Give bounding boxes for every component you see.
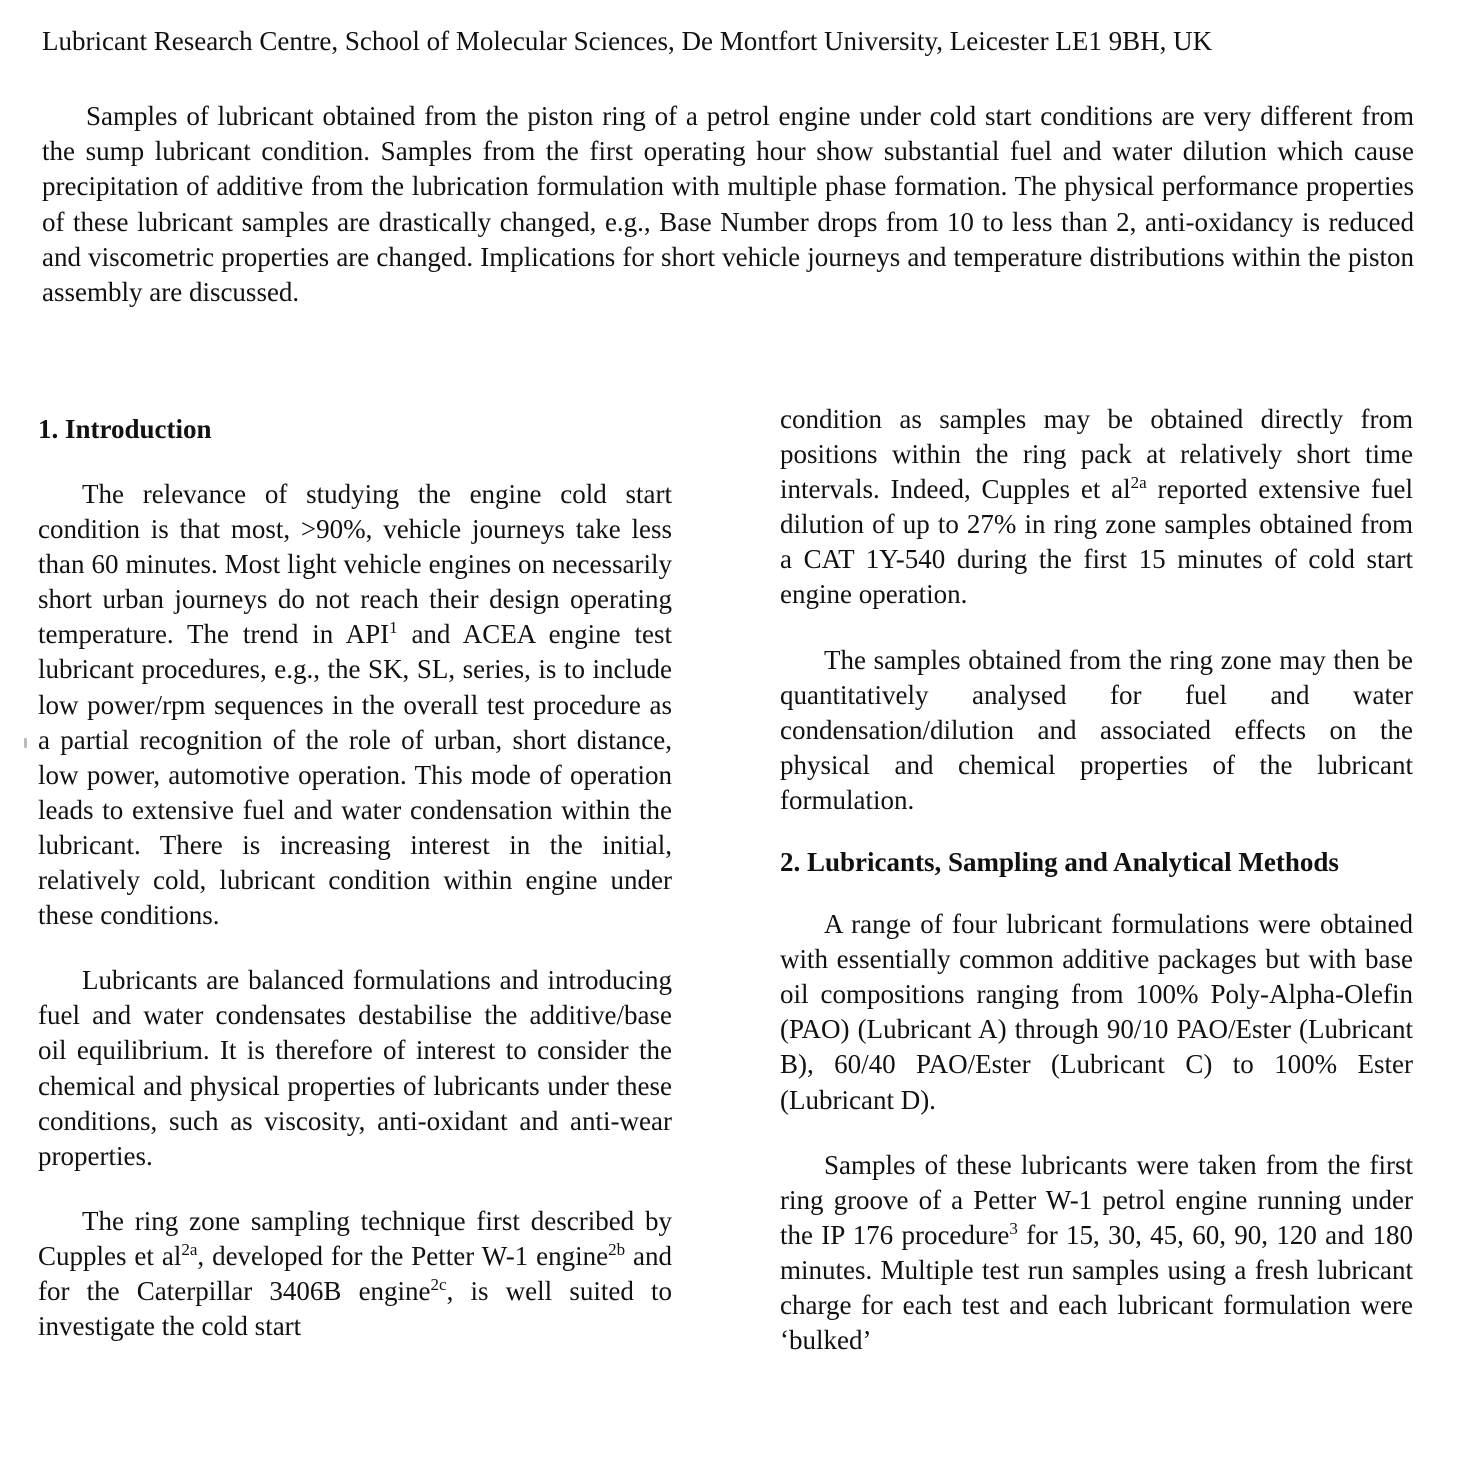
methods-p2-text-b: for 15, 30, 45, 60, 90, 120 and 180 minutes. Multiple test run samples using a fresh lubricant charge for each test and each lubricant formulation were ‘bulked’: [780, 1219, 1413, 1356]
intro-p3-text-a: The ring zone sampling technique first described by Cupples et al: [38, 1205, 672, 1271]
intro-p3-text-d: , is well suited to investigate the cold start: [38, 1275, 672, 1342]
intro-paragraph-2: Lubricants are balanced formulations and introducing fuel and water condensates destabilise the additive/base oil equilibrium. It is therefore of interest to consider the chemical and physical properties of lubricants under these conditions, such as viscosity, anti-oxidant and anti-wear properties.: [38, 965, 672, 1171]
citation-2a: 2a: [181, 1239, 198, 1259]
right-paragraph-2: The samples obtained from the ring zone may then be quantitatively analysed for fuel and water condensation/dilution and associated effects on the physical and chemical properties of the lubricant formulation.: [780, 644, 1413, 815]
affiliation: Lubricant Research Centre, School of Molecular Sciences, De Montfort University, Leicester LE1 9BH, UK: [42, 26, 1213, 56]
intro-p3-text-c: and for the Caterpillar 3406B engine: [38, 1240, 673, 1306]
intro-p3-text-b: , developed for the Petter W-1 engine: [197, 1240, 609, 1271]
intro-p1-text-a: The relevance of studying the engine cold start condition is that most, >90%, vehicle journeys take less than 60 minutes. Most light vehicle engines on necessarily short urban journeys do not reach their design operating temperature. The trend in API: [38, 479, 672, 650]
right-paragraph-1: [780, 402, 1413, 613]
abstract: Samples of lubricant obtained from the piston ring of a petrol engine under cold start conditions are very different from the sump lubricant condition. Samples from the first operating hour show substantial fuel and water dilution which cause precipitation of additive from the lubrication formulation with multiple phase formation. The physical performance properties of these lubricant samples are drastically changed, e.g., Base Number drops from 10 to less than 2, anti-oxidancy is reduced and viscometric properties are changed. Implications for short vehicle journeys and temperature distributions within the piston assembly are discussed.: [42, 101, 1414, 308]
left-column: [38, 412, 672, 1344]
methods-paragraph-2: [780, 1148, 1413, 1359]
right-column: [780, 402, 1413, 1358]
right-p1-text-b: reported extensive fuel dilution of up to 27% in ring zone samples obtained from a CAT 1Y-540 during the first 15 minutes of cold start engine operation.: [780, 474, 1414, 610]
methods-p2-text-a: Samples of these lubricants were taken from the first ring groove of a Petter W-1 petrol engine running under the IP 176 procedure: [780, 1149, 1413, 1250]
section-heading-introduction: 1. Introduction: [38, 414, 212, 444]
right-p1-text-a: condition as samples may be obtained directly from positions within the ring pack at relatively short time intervals. Indeed, Cupples et al: [780, 404, 1413, 505]
methods-paragraph-1: A range of four lubricant formulations were obtained with essentially common additive packages but with base oil compositions ranging from 100% Poly-Alpha-Olefin (PAO) (Lubricant A) through 90/10 PAO/Ester (Lubricant B), 60/40 PAO/Ester (Lubricant C) to 100% Ester (Lubricant D).: [780, 909, 1413, 1115]
citation-2a-right: 2a: [1130, 473, 1147, 493]
intro-p1-text-b: and ACEA engine test lubricant procedures, e.g., the SK, SL, series, is to include low power/rpm sequences in the overall test procedure as a partial recognition of the role of urban, short distance, low power, automotive operation. This mode of operation leads to extensive fuel and water condensation within the lubricant. There is increasing interest in the initial, relatively cold, lubricant condition within engine under these conditions.: [38, 619, 672, 931]
intro-paragraph-3: [38, 1204, 672, 1344]
citation-3: 3: [1009, 1218, 1018, 1238]
citation-1: 1: [389, 618, 398, 638]
citation-2c: 2c: [430, 1274, 447, 1294]
scan-mark: [24, 738, 27, 748]
intro-paragraph-1: [38, 477, 672, 933]
section-heading-lubricants: 2. Lubricants, Sampling and Analytical Methods: [780, 847, 1339, 878]
citation-2b: 2b: [608, 1239, 626, 1259]
